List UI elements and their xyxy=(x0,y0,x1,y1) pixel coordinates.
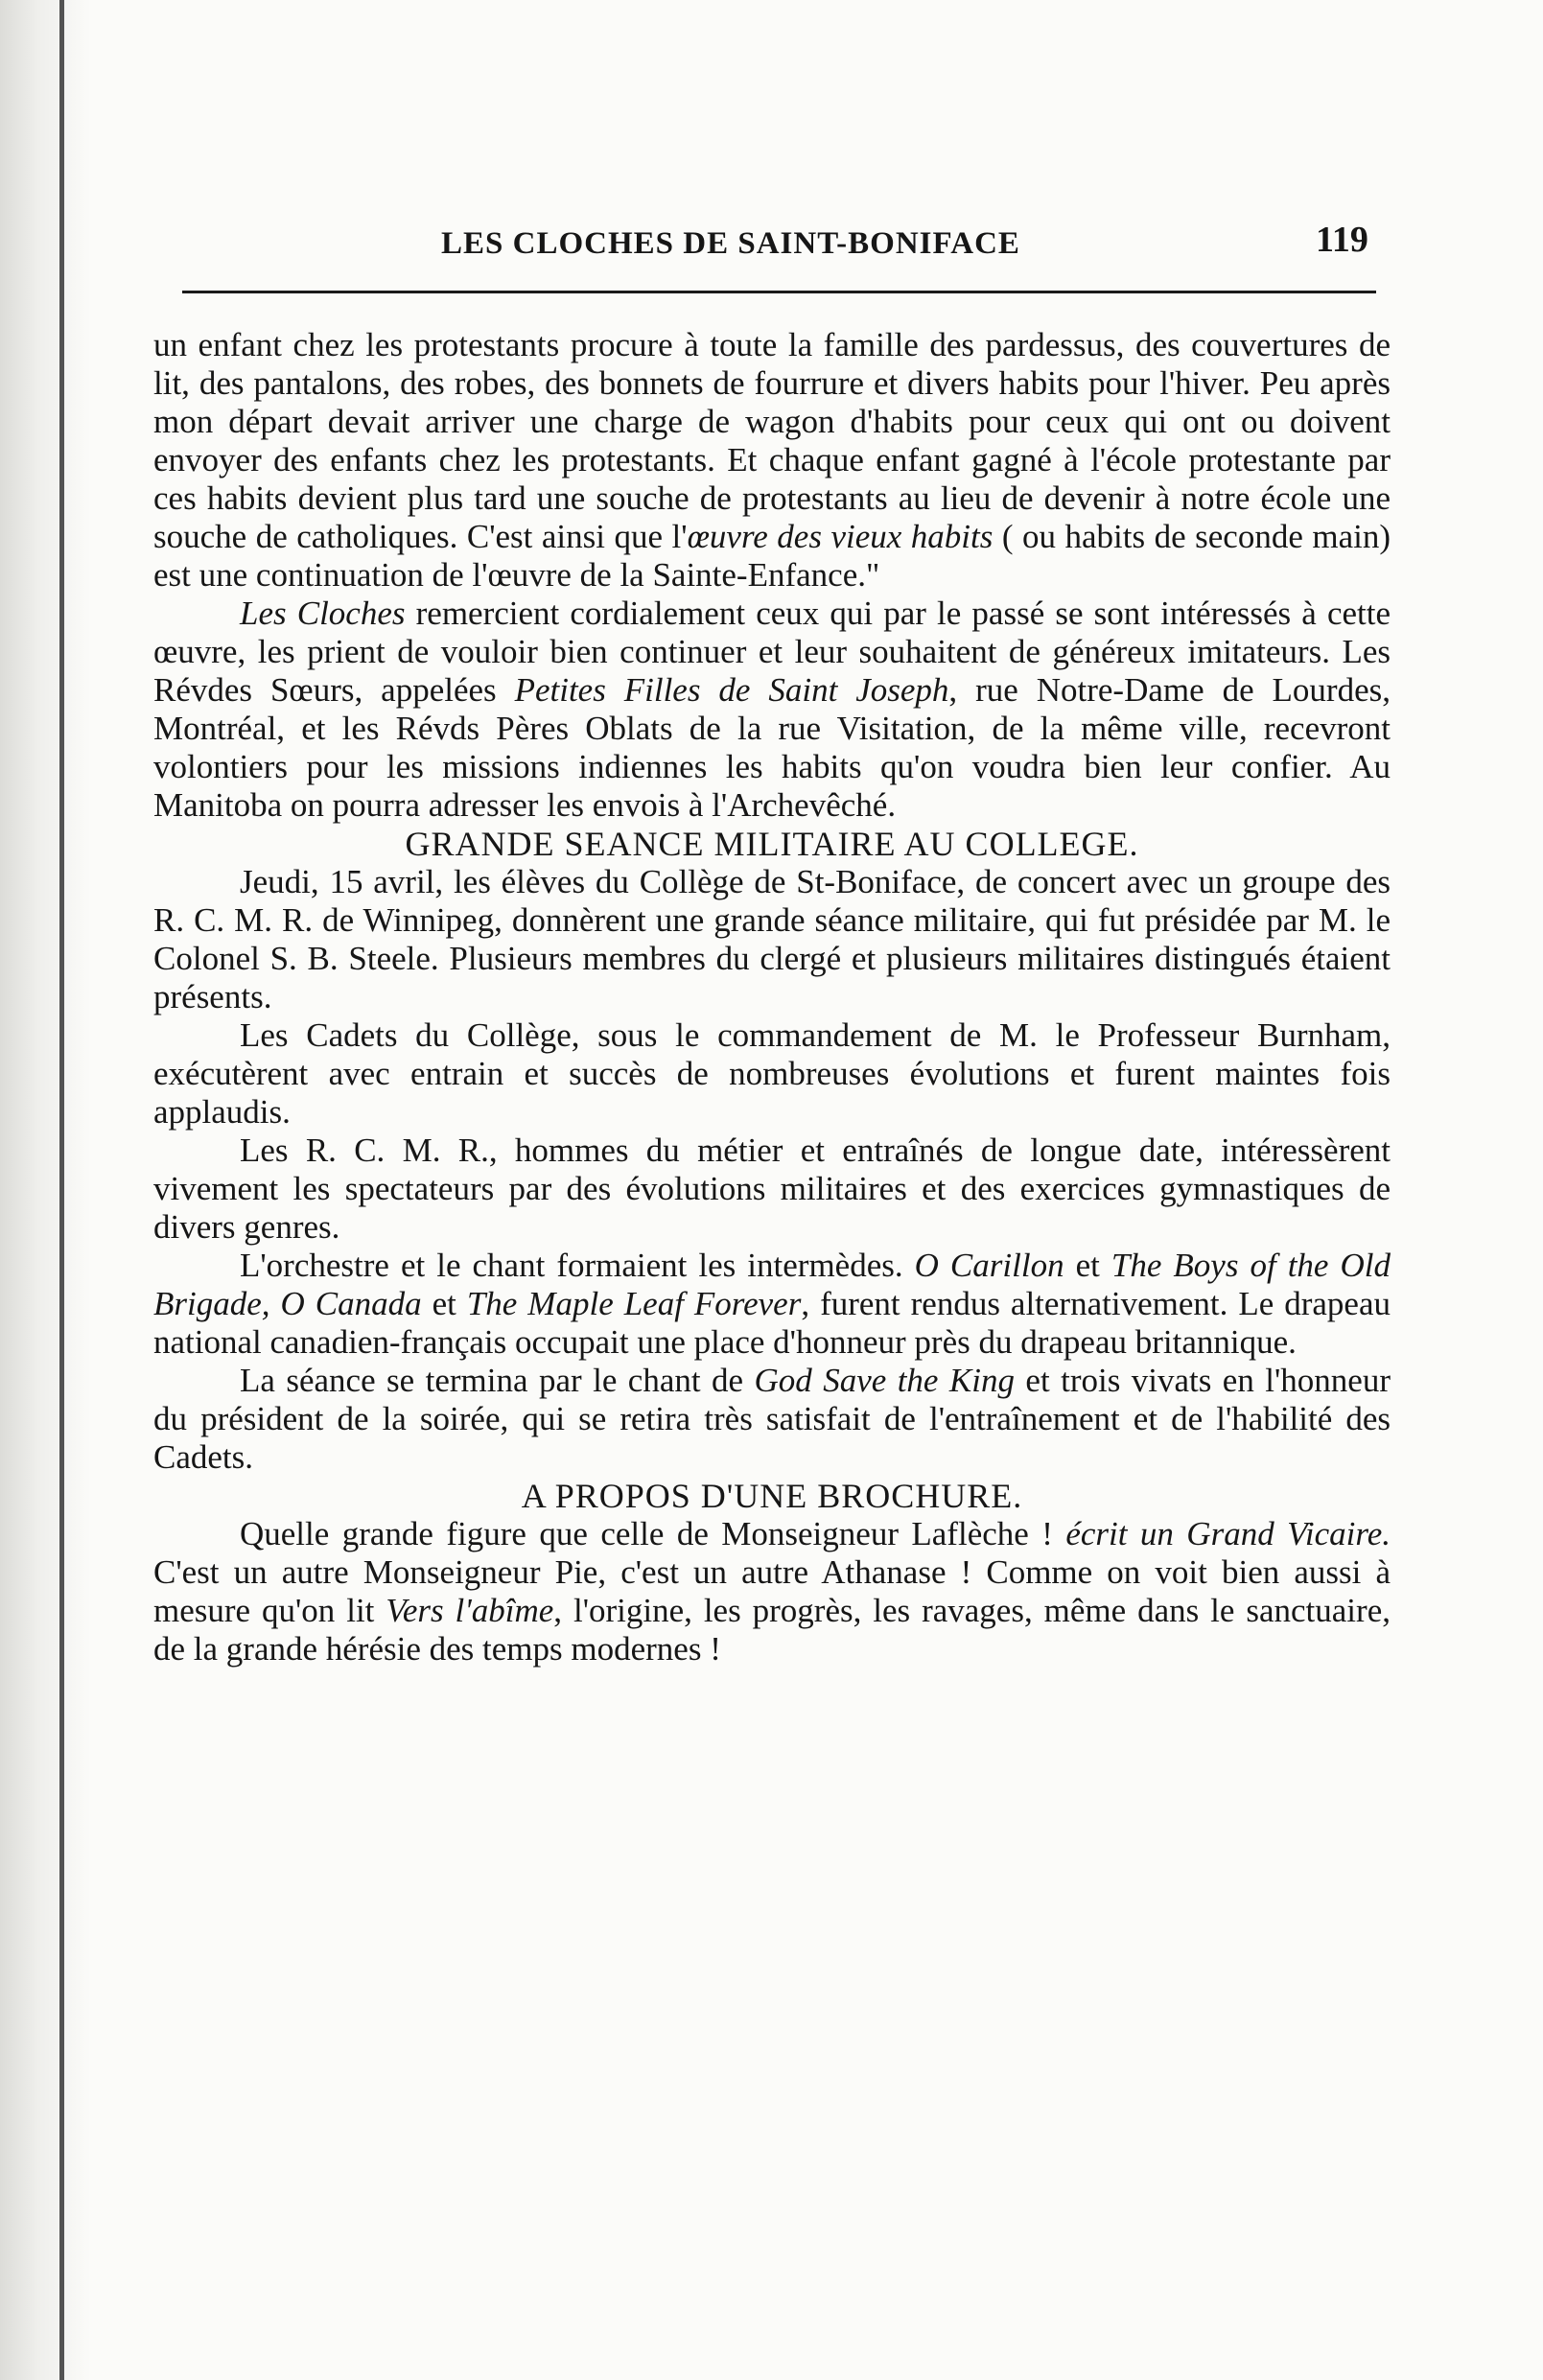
para2-italic-name: Petites Filles de Saint Joseph xyxy=(514,671,949,709)
running-head: LES CLOCHES DE SAINT-BONIFACE xyxy=(441,226,1020,261)
para6-italic-carillon: O Carillon xyxy=(914,1247,1064,1284)
paragraph-continued xyxy=(153,326,1391,595)
para8-text-a: Quelle grande figure que celle de Monseigneur Laflèche ! xyxy=(240,1515,1066,1552)
para2-text-b: , rue Notre-Dame de Lourdes, Montréal, et les Révds Pères Oblats de la rue Visitation, de la même ville, recevront volontiers pour les missions indiennes les habits qu'on voudra bien leur confier. Au Manitoba on pourra adresser les envois à l'Archevêché. xyxy=(153,671,1391,824)
para6-italic-maple: The Maple Leaf Forever xyxy=(466,1285,802,1322)
para1-italic: œuvre des vieux habits xyxy=(687,518,994,555)
paragraph-seance-fin xyxy=(153,1362,1391,1477)
paragraph-rcmr: Les R. C. M. R., hommes du métier et entraînés de longue date, intéressèrent vivement les spectateurs par des évolutions militaires et des exercices gymnastiques de divers genres. xyxy=(153,1132,1391,1246)
para1-end: ( ou habits de seconde main) est une continuation de l'œuvre de la Sainte-Enfance." xyxy=(153,518,1391,594)
para8-text-c: , l'origine, les progrès, les ravages, même dans le sanctuaire, de la grande hérésie des temps modernes ! xyxy=(153,1592,1391,1668)
para8-italic-abime: Vers l'abîme xyxy=(386,1592,554,1629)
page-number: 119 xyxy=(1316,220,1368,260)
para8-text-b: C'est un autre Monseigneur Pie, c'est un autre Athanase ! Comme on voit bien aussi à mesure qu'on lit xyxy=(153,1553,1391,1629)
para6-text-d: , furent rendus alternativement. Le drapeau national canadien-français occupait une place d'honneur près du drapeau britannique. xyxy=(153,1285,1391,1361)
para2-text-a: remercient cordialement ceux qui par le passé se sont intéressés à cette œuvre, les prient de vouloir bien continuer et leur souhaitent de généreux imitateurs. Les Révdes Sœurs, appelées xyxy=(153,595,1391,709)
para6-text-a: L'orchestre et le chant formaient les intermèdes. xyxy=(240,1247,915,1284)
para2-italic-title: Les Cloches xyxy=(240,595,406,632)
section-title-brochure: A PROPOS D'UNE BROCHURE. xyxy=(521,1477,1023,1515)
para6-text-c: et xyxy=(421,1285,467,1322)
para7-text-a: La séance se termina par le chant de xyxy=(240,1362,755,1399)
para6-text-b: et xyxy=(1064,1247,1111,1284)
paragraph-lafleche xyxy=(153,1515,1391,1668)
paragraph-jeudi: Jeudi, 15 avril, les élèves du Collège de St-Boniface, de concert avec un groupe des R. C. M. R. de Winnipeg, donnèrent une grande séance militaire, qui fut présidée par M. le Colonel S. B. Steele. Plusieurs membres du clergé et plusieurs militaires distingués étaient présents. xyxy=(153,863,1391,1015)
para8-italic-vicaire: écrit un Grand Vicaire. xyxy=(1065,1515,1391,1552)
section-title-seance: GRANDE SEANCE MILITAIRE AU COLLEGE. xyxy=(405,825,1139,863)
paragraph-cadets: Les Cadets du Collège, sous le commandement de M. le Professeur Burnham, exécutèrent avec entrain et succès de nombreuses évolutions et furent maintes fois applaudis. xyxy=(153,1016,1391,1131)
para6-italic-boys: The Boys of the Old Brigade, O Canada xyxy=(153,1247,1391,1322)
para1-text: un enfant chez les protestants procure à toute la famille des pardessus, des couvertures de lit, des pantalons, des robes, des bonnets de fourrure et divers habits pour l'hiver. Peu après mon départ devait arriver une charge de wagon d'habits pour ceux qui ont ou doivent envoyer des enfants chez les protestants. Et chaque enfant gagné à l'école protestante par ces habits devient plus tard une souche de protestants au lieu de devenir à notre école une souche de catholiques. C'est ainsi que l' xyxy=(153,326,1391,555)
para7-italic-anthem: God Save the King xyxy=(754,1362,1015,1399)
paragraph-orchestre xyxy=(153,1247,1391,1362)
body-text xyxy=(153,326,1391,1668)
para7-text-b: et trois vivats en l'honneur du président de la soirée, qui se retira très satisfait de l'entraînement et de l'habilité des Cadets. xyxy=(153,1362,1391,1476)
paragraph-les-cloches xyxy=(153,595,1391,825)
header-rule xyxy=(182,291,1376,293)
